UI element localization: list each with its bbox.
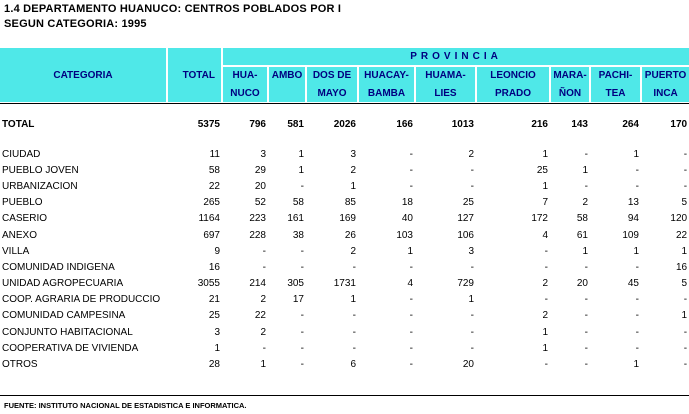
table-row xyxy=(0,195,689,211)
table-row xyxy=(0,340,689,356)
row-value: 1 xyxy=(542,326,548,338)
row-category: COOPERATIVA DE VIVIENDA xyxy=(2,342,139,354)
row-value: 16 xyxy=(208,261,220,273)
table-row xyxy=(0,243,689,259)
row-value: 1 xyxy=(350,294,356,306)
row-value: 3 xyxy=(350,148,356,160)
row-value: 1 xyxy=(214,342,220,354)
row-value: 2 xyxy=(350,245,356,257)
row-value: 2 xyxy=(260,326,266,338)
province-header-line2: PRADO xyxy=(476,85,550,102)
row-value: - xyxy=(409,180,413,192)
row-value: 697 xyxy=(203,229,220,241)
row-value: 166 xyxy=(396,118,413,130)
row-value: 1 xyxy=(298,164,304,176)
province-header-line1: DOS DE xyxy=(306,66,358,84)
data-table xyxy=(0,48,689,373)
row-value: - xyxy=(470,310,474,322)
header-categoria: CATEGORIA xyxy=(0,48,167,102)
row-value: 1 xyxy=(582,245,588,257)
row-value: 216 xyxy=(531,118,548,130)
table-row xyxy=(0,227,689,243)
row-category: TOTAL xyxy=(2,118,35,130)
row-value: - xyxy=(352,342,356,354)
row-value: 22 xyxy=(208,180,220,192)
row-value: - xyxy=(635,180,639,192)
row-category: PUEBLO xyxy=(2,197,43,209)
row-value: 161 xyxy=(287,213,304,225)
row-value: 1 xyxy=(407,245,413,257)
row-value: 18 xyxy=(401,197,413,209)
row-value: - xyxy=(470,326,474,338)
row-value: 40 xyxy=(401,213,413,225)
row-value: 13 xyxy=(627,197,639,209)
row-value: 29 xyxy=(254,164,266,176)
row-value: 3055 xyxy=(197,278,220,290)
row-value: 3 xyxy=(214,326,220,338)
table-row xyxy=(0,211,689,227)
row-value: - xyxy=(584,310,588,322)
row-value: 25 xyxy=(208,310,220,322)
row-value: 22 xyxy=(675,229,688,241)
province-header-line2: MAYO xyxy=(306,85,358,102)
row-value: 58 xyxy=(208,164,220,176)
row-value: - xyxy=(409,342,413,354)
row-value: 581 xyxy=(287,118,304,130)
row-value: - xyxy=(409,326,413,338)
row-value: - xyxy=(683,164,688,176)
row-value: 6 xyxy=(350,359,356,371)
row-value: - xyxy=(584,294,588,306)
row-value: 2 xyxy=(582,197,588,209)
row-value: 1 xyxy=(542,180,548,192)
row-value: 52 xyxy=(254,197,266,209)
row-value: - xyxy=(300,310,304,322)
row-value: 1 xyxy=(681,310,688,322)
table-row xyxy=(0,259,689,275)
row-value: - xyxy=(544,261,548,273)
row-value: 25 xyxy=(462,197,474,209)
row-value: - xyxy=(584,261,588,273)
row-value: 94 xyxy=(627,213,639,225)
row-value: - xyxy=(635,342,639,354)
row-value: - xyxy=(300,261,304,273)
row-value: - xyxy=(300,180,304,192)
row-value: - xyxy=(683,148,688,160)
province-header-line1: HUACAY- xyxy=(358,66,415,84)
row-value: - xyxy=(683,294,688,306)
row-value: 1731 xyxy=(333,278,356,290)
row-value: 20 xyxy=(254,180,266,192)
row-value: 103 xyxy=(396,229,413,241)
row-value: 25 xyxy=(536,164,548,176)
row-value: - xyxy=(300,359,304,371)
row-value: - xyxy=(584,180,588,192)
row-value: 38 xyxy=(292,229,304,241)
row-value: 45 xyxy=(627,278,639,290)
province-header-line1: LEONCIO xyxy=(476,66,550,84)
province-header-line2 xyxy=(268,85,306,102)
table-row xyxy=(0,162,689,178)
row-value: 1 xyxy=(633,245,639,257)
table-row xyxy=(0,292,689,308)
row-value: - xyxy=(683,180,688,192)
header-total: TOTAL xyxy=(167,48,222,102)
row-value: - xyxy=(352,310,356,322)
row-value: 4 xyxy=(407,278,413,290)
row-value: 5375 xyxy=(197,118,220,130)
row-value: 143 xyxy=(571,118,588,130)
row-value: 1 xyxy=(633,148,639,160)
row-value: - xyxy=(409,310,413,322)
table-row xyxy=(0,308,689,324)
row-category: CASERIO xyxy=(2,213,48,225)
row-value: - xyxy=(352,261,356,273)
row-value: - xyxy=(544,359,548,371)
table-header xyxy=(0,48,689,102)
row-value: - xyxy=(470,164,474,176)
row-category: CIUDAD xyxy=(2,148,41,160)
row-value: 2 xyxy=(260,294,266,306)
row-value: 172 xyxy=(531,213,548,225)
row-value: - xyxy=(470,342,474,354)
row-value: 11 xyxy=(209,148,220,160)
table-row xyxy=(0,356,689,372)
row-category: URBANIZACION xyxy=(2,180,78,192)
row-value: 169 xyxy=(339,213,356,225)
row-value: - xyxy=(683,326,688,338)
row-category: COOP. AGRARIA DE PRODUCCIO xyxy=(2,294,161,306)
province-header-line2: LIES xyxy=(415,85,476,102)
row-value: 796 xyxy=(249,118,266,130)
row-value: 1 xyxy=(633,359,639,371)
row-value: 223 xyxy=(249,213,266,225)
row-value: - xyxy=(584,359,588,371)
province-header-line1: AMBO xyxy=(268,66,306,84)
row-value: 170 xyxy=(670,118,688,130)
row-value: 106 xyxy=(457,229,474,241)
row-value: - xyxy=(262,261,266,273)
row-value: - xyxy=(409,148,413,160)
row-value: - xyxy=(635,294,639,306)
row-value: 1013 xyxy=(451,118,474,130)
row-value: - xyxy=(544,245,548,257)
row-value: - xyxy=(300,326,304,338)
province-header-line2: INCA xyxy=(641,85,689,102)
row-value: 85 xyxy=(344,197,356,209)
row-value: - xyxy=(262,342,266,354)
row-value: 214 xyxy=(249,278,266,290)
row-value: 7 xyxy=(542,197,548,209)
row-value: - xyxy=(409,261,413,273)
row-value: - xyxy=(409,294,413,306)
row-value: - xyxy=(409,164,413,176)
province-header-line1: PUERTO xyxy=(641,66,689,84)
row-value: - xyxy=(635,164,639,176)
table-title: 1.4 DEPARTAMENTO HUANUCO: CENTROS POBLADOS POR I xyxy=(4,3,342,15)
row-value: - xyxy=(584,326,588,338)
row-value: 109 xyxy=(622,229,639,241)
row-value: 20 xyxy=(576,278,588,290)
row-value: 1 xyxy=(350,180,356,192)
row-value: - xyxy=(300,342,304,354)
row-category: UNIDAD AGROPECUARIA xyxy=(2,278,124,290)
province-header-line1: HUAMA- xyxy=(415,66,476,84)
row-category: COMUNIDAD CAMPESINA xyxy=(2,310,126,322)
row-category: COMUNIDAD INDIGENA xyxy=(2,261,115,273)
row-value: 20 xyxy=(462,359,474,371)
row-value: - xyxy=(300,245,304,257)
province-header-line1: MARA- xyxy=(550,66,590,84)
row-value: 120 xyxy=(670,213,688,225)
row-value: 1 xyxy=(542,342,548,354)
row-value: - xyxy=(683,359,688,371)
row-value: 265 xyxy=(203,197,220,209)
row-value: - xyxy=(352,326,356,338)
province-header-line2: NUCO xyxy=(222,85,268,102)
row-value: - xyxy=(409,359,413,371)
total-row xyxy=(0,116,689,132)
row-value: 1 xyxy=(260,359,266,371)
row-value: 22 xyxy=(254,310,266,322)
row-value: 21 xyxy=(208,294,220,306)
row-value: 1164 xyxy=(198,213,220,225)
header-provincia: PROVINCIA xyxy=(222,48,689,66)
row-value: 5 xyxy=(681,278,688,290)
row-category: PUEBLO JOVEN xyxy=(2,164,79,176)
row-value: 9 xyxy=(214,245,220,257)
row-value: - xyxy=(584,342,588,354)
row-value: 17 xyxy=(292,294,304,306)
source-footnote: FUENTE: INSTITUTO NACIONAL DE ESTADISTICA E INFORMATICA. xyxy=(4,401,247,410)
row-value: 305 xyxy=(287,278,304,290)
row-value: 2 xyxy=(350,164,356,176)
table-subtitle: SEGUN CATEGORIA: 1995 xyxy=(4,18,147,30)
row-value: 1 xyxy=(468,294,474,306)
province-header-line2: BAMBA xyxy=(358,85,415,102)
province-header-line2: ÑON xyxy=(550,85,590,102)
row-value: 58 xyxy=(576,213,588,225)
row-value: 26 xyxy=(344,229,356,241)
row-value: 2 xyxy=(542,310,548,322)
row-value: 4 xyxy=(542,229,548,241)
row-value: - xyxy=(470,261,474,273)
province-header-line1: PACHI- xyxy=(590,66,641,84)
row-value: 5 xyxy=(681,197,688,209)
row-value: 16 xyxy=(675,261,688,273)
row-category: OTROS xyxy=(2,359,38,371)
table-bottom-rule xyxy=(0,395,689,396)
row-value: 2 xyxy=(468,148,474,160)
row-value: - xyxy=(584,148,588,160)
row-value: - xyxy=(635,326,639,338)
row-value: - xyxy=(470,180,474,192)
row-category: CONJUNTO HABITACIONAL xyxy=(2,326,133,338)
row-value: 58 xyxy=(292,197,304,209)
row-value: 264 xyxy=(622,118,639,130)
row-value: 3 xyxy=(468,245,474,257)
row-category: ANEXO xyxy=(2,229,38,241)
row-value: 1 xyxy=(681,245,688,257)
row-value: 2026 xyxy=(333,118,356,130)
header-bottom-rule xyxy=(0,103,689,104)
row-category: VILLA xyxy=(2,245,30,257)
row-value: 228 xyxy=(249,229,266,241)
table-row xyxy=(0,324,689,340)
row-value: 2 xyxy=(542,278,548,290)
row-value: 1 xyxy=(582,164,588,176)
table-row xyxy=(0,276,689,292)
row-value: - xyxy=(262,245,266,257)
province-header-line1: HUA- xyxy=(222,66,268,84)
row-value: 127 xyxy=(457,213,474,225)
row-value: 729 xyxy=(457,278,474,290)
row-value: 1 xyxy=(542,148,548,160)
row-value: 3 xyxy=(260,148,266,160)
table-row xyxy=(0,146,689,162)
row-value: 28 xyxy=(208,359,220,371)
province-header-line2: TEA xyxy=(590,85,641,102)
row-value: 1 xyxy=(298,148,304,160)
row-value: - xyxy=(683,342,688,354)
row-value: - xyxy=(544,294,548,306)
row-value: - xyxy=(635,310,639,322)
row-value: 61 xyxy=(576,229,588,241)
table-row xyxy=(0,178,689,194)
row-value: - xyxy=(635,261,639,273)
